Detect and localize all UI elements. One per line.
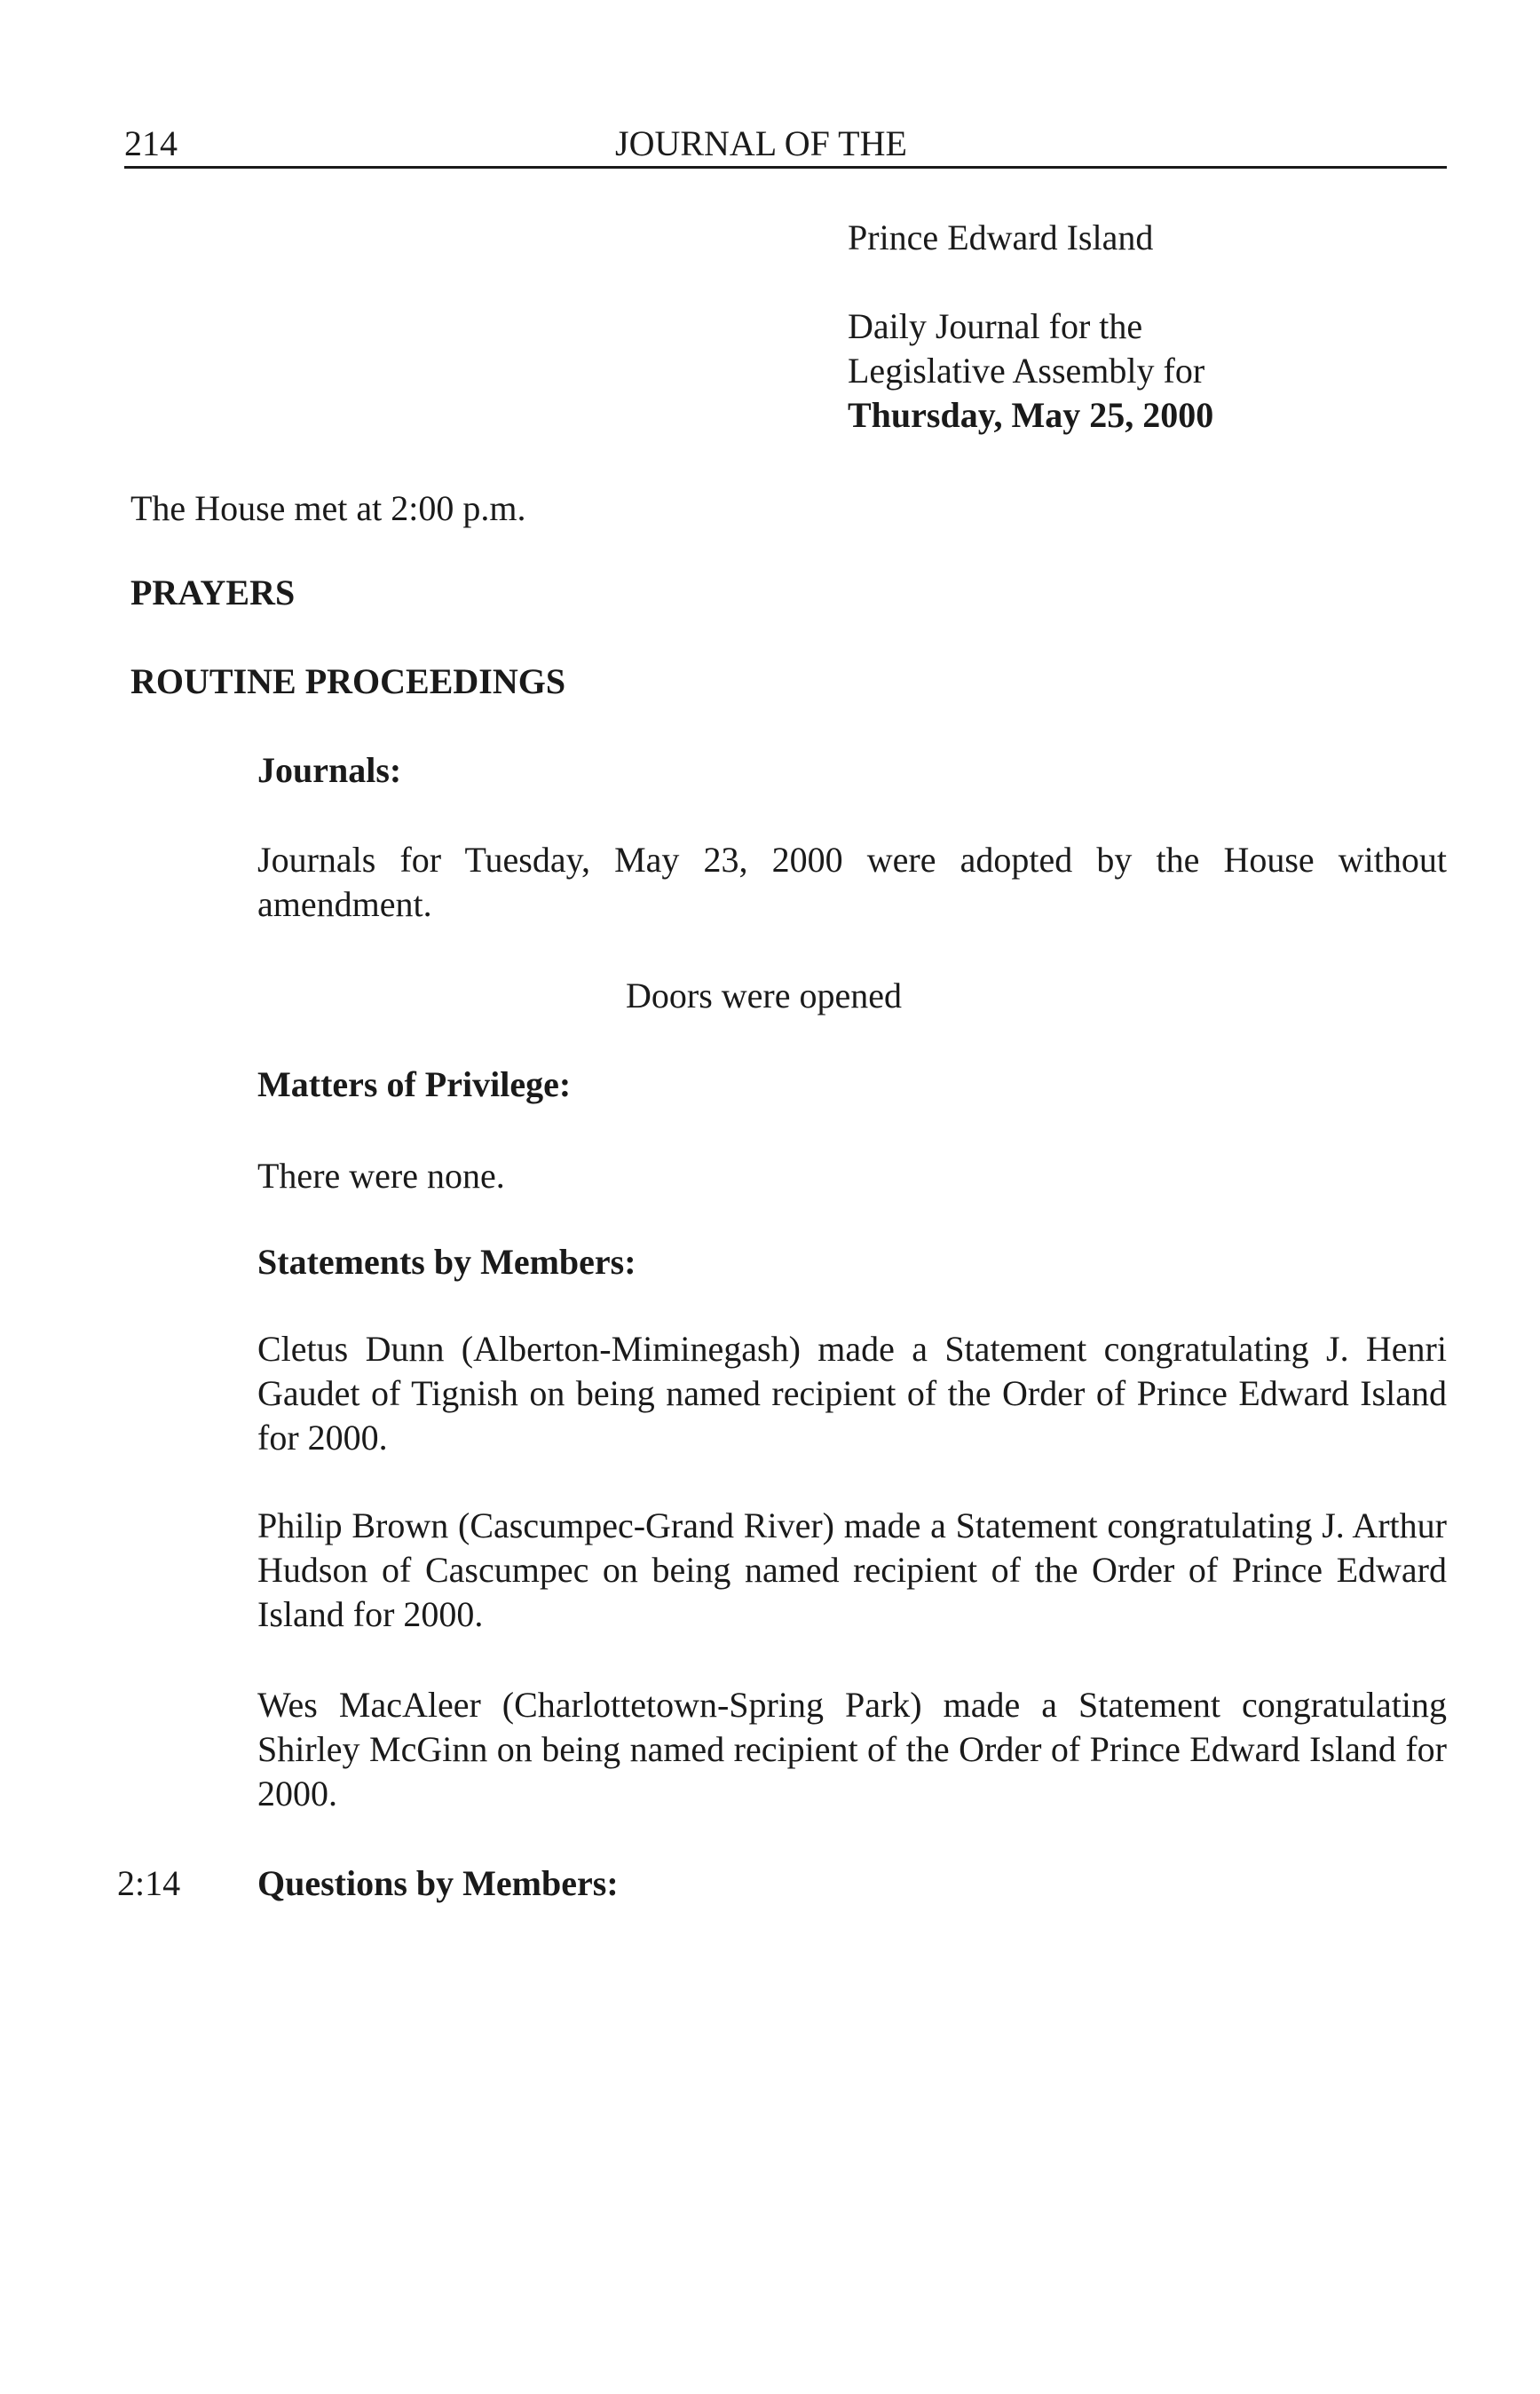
- statement-item: Philip Brown (Cascumpec-Grand River) made a Statement congratulating J. Arthur Hudson of Cascumpec on being named recipient of the Order of Prince Edward Island for 2000.: [257, 1505, 1447, 1634]
- header-rule: [124, 166, 1447, 169]
- routine-proceedings-heading: ROUTINE PROCEEDINGS: [130, 661, 566, 701]
- statement-item: Cletus Dunn (Alberton-Miminegash) made a Statement congratulating J. Henri Gaudet of Tignish on being named recipient of the Order of Prince Edward Island for 2000.: [257, 1329, 1447, 1458]
- page-number: 214: [124, 123, 178, 163]
- doors-opened-line: Doors were opened: [626, 976, 902, 1015]
- questions-time-marker: 2:14: [117, 1863, 181, 1903]
- journals-text: Journals for Tuesday, May 23, 2000 were adopted by the House without amendment.: [257, 840, 1447, 924]
- province-name: Prince Edward Island: [848, 217, 1154, 257]
- prayers-heading: PRAYERS: [130, 573, 296, 612]
- running-title: JOURNAL OF THE: [615, 123, 907, 163]
- masthead-line-2: Legislative Assembly for: [848, 351, 1205, 391]
- sitting-date: Thursday, May 25, 2000: [848, 395, 1214, 435]
- privilege-heading: Matters of Privilege:: [257, 1064, 572, 1104]
- privilege-text: There were none.: [257, 1156, 505, 1196]
- statements-heading: Statements by Members:: [257, 1242, 636, 1282]
- journals-heading: Journals:: [257, 750, 402, 790]
- house-met-line: The House met at 2:00 p.m.: [130, 488, 526, 528]
- questions-heading: Questions by Members:: [257, 1863, 619, 1903]
- masthead-line-1: Daily Journal for the: [848, 306, 1143, 346]
- statement-item: Wes MacAleer (Charlottetown-Spring Park) made a Statement congratulating Shirley McGinn on being named recipient of the Order of Prince Edward Island for 2000.: [257, 1685, 1447, 1813]
